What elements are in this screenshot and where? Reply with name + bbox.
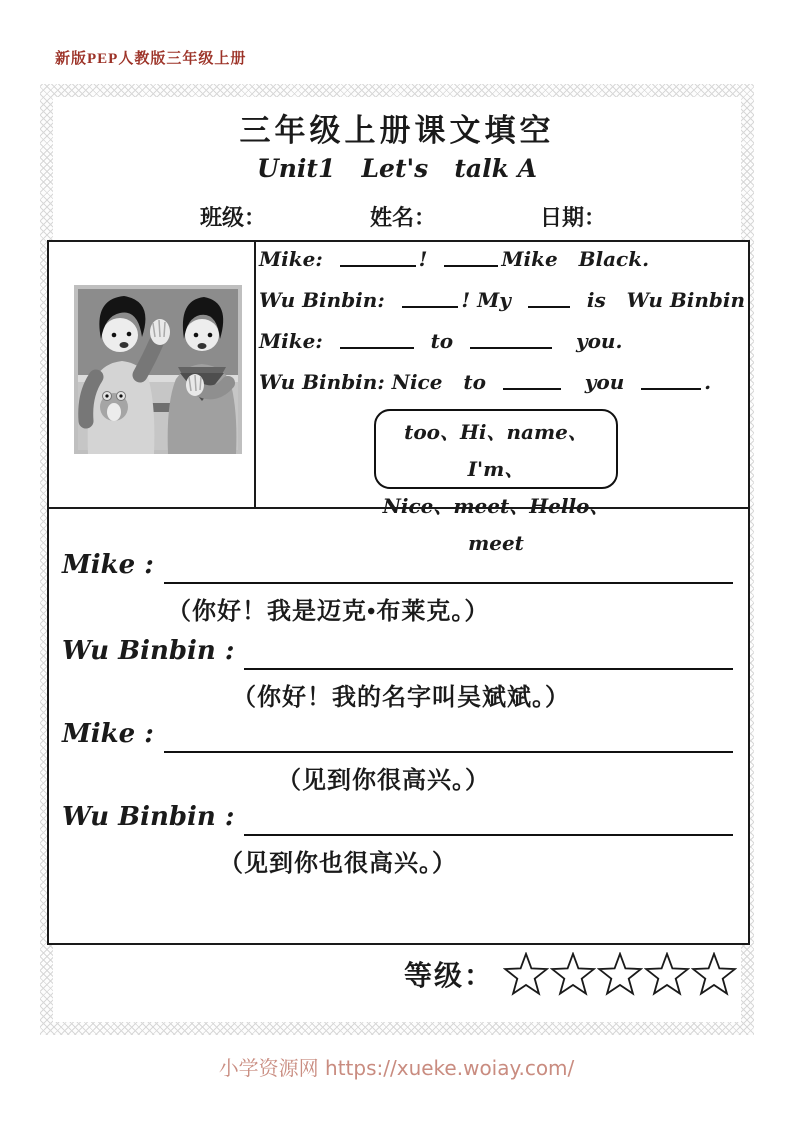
worksheet-frame [40, 84, 754, 1035]
answer-row [49, 636, 748, 712]
speaker-label: Mike : [62, 550, 154, 580]
speaker-label: Wu Binbin : [62, 636, 235, 666]
answer-row [49, 719, 748, 795]
dialogue-text: to [416, 329, 468, 353]
dialogue-text: Wu Binbin: [259, 288, 399, 312]
dialogue-text: Mike: [259, 247, 337, 271]
rating-row [404, 952, 737, 996]
field-label: 班级： [199, 205, 266, 230]
worksheet-sheet [53, 97, 745, 1022]
worksheet-table [47, 240, 750, 945]
dialogue-text: Wu Binbin: Nice to [259, 370, 500, 394]
answer-writing-line[interactable] [244, 802, 733, 836]
hint-text: （你好！我的名字叫吴斌斌。） [232, 685, 570, 711]
star-rating [503, 952, 737, 996]
page-title: 三年级上册课文填空 [239, 113, 555, 148]
dialogue-text: . [704, 370, 712, 394]
hint-text: （见到你也很高兴。） [219, 851, 457, 877]
dialogue-text: ! My [461, 288, 525, 312]
unit-subtitle: Unit1 Let's talk A [256, 154, 538, 183]
dialogue-text: you. [555, 329, 623, 353]
dialogue-text: ! [418, 247, 442, 271]
dialogue-text: is Wu Binbin [573, 288, 745, 312]
dialogue-text: you [563, 370, 639, 394]
student-fields-row [59, 201, 747, 232]
hint-text: （见到你很高兴。） [277, 768, 490, 794]
speaker-label: Wu Binbin : [62, 802, 235, 832]
rating-label: 等级： [403, 961, 494, 992]
answer-section [49, 242, 748, 943]
answer-writing-line[interactable] [164, 719, 733, 753]
star-icon[interactable] [644, 952, 690, 996]
star-icon[interactable] [550, 952, 596, 996]
site-watermark-link[interactable]: 小学资源网 https://xueke.woiay.com/ [218, 1056, 575, 1080]
hint-text: （你好！我是迈克•布莱克。） [167, 599, 490, 625]
star-icon[interactable] [597, 952, 643, 996]
answer-row [49, 550, 748, 626]
answer-writing-line[interactable] [164, 550, 733, 584]
speaker-label: Mike : [62, 719, 154, 749]
dialogue-text: Mike: [259, 329, 337, 353]
word-bank-line: Nice、meet、Hello、meet [382, 494, 610, 555]
star-icon[interactable] [503, 952, 549, 996]
star-icon[interactable] [691, 952, 737, 996]
dialogue-text: Mike Black. [501, 247, 650, 271]
publisher-note: 新版PEP人教版三年级上册 [55, 51, 247, 67]
word-bank-line: too、Hi、name、I'm、 [404, 420, 588, 481]
answer-row [49, 802, 748, 878]
field-label: 姓名： [369, 205, 436, 230]
field-label: 日期： [540, 205, 607, 230]
answer-writing-line[interactable] [244, 636, 733, 670]
